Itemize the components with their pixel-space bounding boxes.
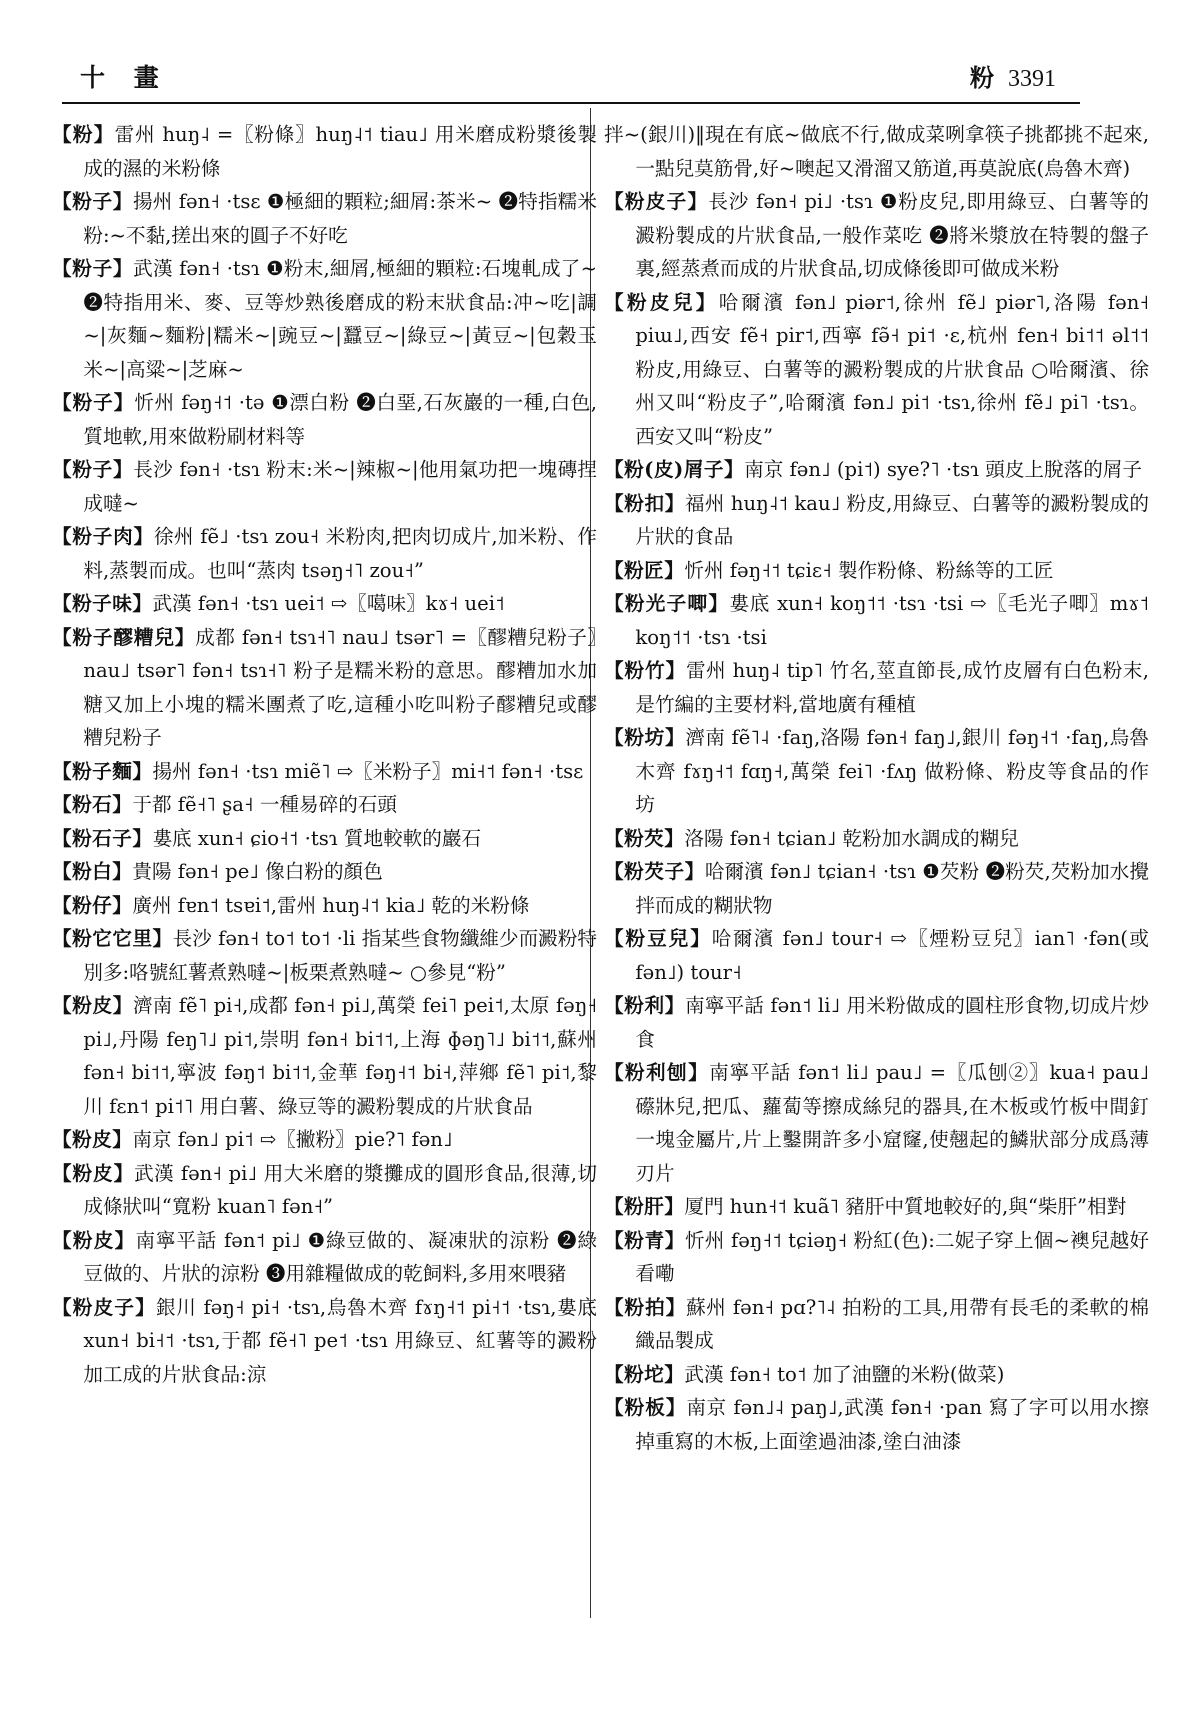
dictionary-entry xyxy=(604,286,1149,454)
entry-definition: 武漢 fən˧ to˦ 加了油鹽的米粉(做菜) xyxy=(684,1362,1005,1386)
entry-headword: 【粉板】 xyxy=(604,1396,687,1419)
entry-headword: 【粉子】 xyxy=(52,190,133,213)
entry-definition: 南京 fən˩ pi˦ ⇨〖撇粉〗pie?˥ fən˩ xyxy=(132,1128,453,1151)
entry-headword: 【粉石子】 xyxy=(52,826,153,850)
entry-headword: 【粉芡】 xyxy=(604,826,685,850)
entry-headword: 【粉子肉】 xyxy=(52,525,154,548)
entry-definition: 忻州 fəŋ˧˦ tɕiəŋ˧ 粉紅(色):二妮子穿上個~襖兒越好看嘞 xyxy=(635,1228,1149,1285)
right-column xyxy=(604,118,1149,1458)
entry-definition: 南寧平話 fən˦ pi˩ ❶綠豆做的、凝凍狀的涼粉 ❷綠豆做的、片狀的涼粉 ❸用雜糧做成的乾飼料,多用來喂豬 xyxy=(83,1228,598,1285)
dictionary-entry xyxy=(604,1291,1149,1358)
dictionary-entry xyxy=(604,185,1149,286)
entry-headword: 【粉子醪糟兒】 xyxy=(52,625,196,649)
entry-definition: 濟南 fẽ˥˨ ·faŋ,洛陽 fən˧ faŋ˩,銀川 fəŋ˧˦ ·faŋ,烏魯木齊 fɤŋ˧˦ fɑŋ˧,萬榮 fei˥ ·fʌŋ 做粉條、粉皮等食品的作坊 xyxy=(635,726,1150,816)
entry-definition: 婁底 xun˧ koŋ˦˦ ·tsɿ ·tsi ⇨〖毛光子唧〗mɤ˦ koŋ˦˦ ·tsɿ ·tsi xyxy=(635,592,1149,649)
dictionary-entry xyxy=(52,822,597,856)
entry-definition: 蘇州 fən˧ pɑ?˥˨ 拍粉的工具,用帶有長毛的柔軟的棉織品製成 xyxy=(635,1295,1149,1352)
entry-definition: 忻州 fəŋ˧˦ ·tə ❶漂白粉 ❷白堊,石灰巖的一種,白色,質地軟,用來做粉刷材料等 xyxy=(83,391,598,448)
entry-definition: 長沙 fən˧ ·tsɿ 粉末:米~|辣椒~|他用氣功把一塊磚捏成噠~ xyxy=(83,458,597,515)
dictionary-entry xyxy=(604,587,1149,654)
entry-headword: 【粉白】 xyxy=(52,860,133,883)
left-column xyxy=(52,118,597,1391)
section-label: 十 畫 xyxy=(80,63,169,92)
entry-headword: 【粉青】 xyxy=(604,1228,686,1252)
entry-headword: 【粉匠】 xyxy=(604,558,685,582)
entry-headword: 【粉子】 xyxy=(52,458,134,481)
entry-headword: 【粉皮兒】 xyxy=(604,290,719,314)
entry-definition: 長沙 fən˧ to˦ to˦ ·li 指某些食物纖維少而澱粉特別多:咯號紅薯煮熟噠~|板栗煮熟噠~ ○參見“粉” xyxy=(83,927,597,984)
dictionary-entry xyxy=(604,453,1149,487)
entry-definition: 銀川 fəŋ˧ pi˧ ·tsɿ,烏魯木齊 fɤŋ˧˦ pi˧˦ ·tsɿ,婁底 xun˧ bi˧˦ ·tsɿ,于都 fẽ˧˥ pe˦ ·tsɿ 用綠豆、紅薯等的澱粉加工成的片狀食品:涼 xyxy=(83,1295,597,1386)
entry-headword: 【粉豆兒】 xyxy=(604,927,712,950)
dictionary-entry xyxy=(604,487,1149,554)
dictionary-entry xyxy=(52,185,597,252)
entry-definition: 洛陽 fən˧ tɕian˩ 乾粉加水調成的糊兒 xyxy=(684,826,1019,850)
entry-definition: 揚州 fən˧ ·tsɛ ❶極細的顆粒;細屑:茶米~ ❷特指糯米粉:~不黏,搓出來的圓子不好吃 xyxy=(83,190,598,247)
entry-definition: 武漢 fən˧ ·tsɿ uei˦ ⇨〖噶味〗kɤ˧ uei˦ xyxy=(152,592,505,615)
dictionary-entry xyxy=(52,621,597,755)
dictionary-entry xyxy=(52,386,597,453)
dictionary-entry xyxy=(52,889,597,923)
dictionary-entry xyxy=(52,788,597,822)
entry-definition: 貴陽 fən˧ pe˩ 像白粉的顏色 xyxy=(132,860,383,883)
dictionary-entry xyxy=(604,855,1149,922)
entry-definition: 拌~(銀川)‖現在有底~做底不行,做成菜咧拿筷子挑都挑不起來,一點兒莫筋骨,好~噢起又滑溜又筋道,再莫說底(烏魯木齊) xyxy=(604,123,1149,180)
dictionary-entry xyxy=(52,755,597,789)
dictionary-entry xyxy=(52,453,597,520)
entry-definition: 濟南 fẽ˥ pi˧,成都 fən˧ pi˩,萬榮 fei˥ pei˦,太原 fəŋ˧ pi˩,丹陽 feŋ˥˩ pi˦,崇明 fən˧ bi˦˦,上海 ɸəŋ˥˩ bi˦˦,蘇州 fən˧ bi˦˦,寧波 fəŋ˦ bi˦˦,金華 fəŋ˧˦ bi˧,萍鄉 fẽ˥ pi˦,黎川 fɛn˦ pi˦˥ 用白薯、綠豆等的澱粉製成的片狀食品 xyxy=(83,994,598,1118)
entry-headword: 【粉子味】 xyxy=(52,592,153,615)
dictionary-entry xyxy=(604,721,1149,822)
entry-definition: 厦門 hun˧˦ kuã˥ 豬肝中質地較好的,與“柴肝”相對 xyxy=(684,1195,1127,1218)
entry-definition: 哈爾濱 fən˩ piər˦,徐州 fẽ˩ piər˥,洛陽 fən˧ piɯ˩,西安 fẽ˧ pir˦,西寧 fə̃˧ pi˦ ·ɛ,杭州 fen˧ bi˦˦ əl˦˦ 粉皮,用綠豆、白薯等的澱粉製成的片狀食品 ○哈爾濱、徐州又叫“粉皮子”,哈爾濱 fən˩ pi˦ ·tsɿ,徐州 fẽ˩ pi˥ ·tsɿ。西安又叫“粉皮” xyxy=(635,290,1149,448)
dictionary-entry xyxy=(604,1224,1149,1291)
entry-headword: 【粉芡子】 xyxy=(604,860,705,883)
dictionary-entry xyxy=(604,989,1149,1056)
dictionary-entry xyxy=(604,1190,1149,1224)
entry-definition: 雷州 huŋ˨ =〖粉條〗huŋ˨˦ tiau˩ 用米磨成粉漿後製成的濕的米粉條 xyxy=(83,123,598,180)
running-head xyxy=(970,58,1056,93)
entry-headword: 【粉石】 xyxy=(52,793,133,816)
entry-headword: 【粉子】 xyxy=(52,257,134,280)
entry-definition: 于都 fẽ˧˥ ʂa˧ 一種易碎的石頭 xyxy=(132,793,397,816)
dictionary-entry xyxy=(604,822,1149,856)
dictionary-entry xyxy=(604,1391,1149,1458)
entry-headword: 【粉它它里】 xyxy=(52,927,173,950)
dictionary-entry xyxy=(604,118,1149,185)
entry-headword: 【粉坊】 xyxy=(604,726,686,749)
dictionary-entry xyxy=(52,587,597,621)
entry-definition: 長沙 fən˧ pi˩ ·tsɿ ❶粉皮兒,即用綠豆、白薯等的澱粉製成的片狀食品,一般作菜吃 ❷將米漿放在特製的盤子裏,經蒸煮而成的片狀食品,切成條後即可做成米粉 xyxy=(635,190,1149,280)
dictionary-entry xyxy=(604,654,1149,721)
dictionary-entry xyxy=(52,922,597,989)
entry-definition: 南京 fən˩ (pi˦) sye?˥ ·tsɿ 頭皮上脫落的屑子 xyxy=(744,458,1142,481)
entry-headword: 【粉皮子】 xyxy=(52,1295,156,1319)
page-header xyxy=(62,52,1080,104)
entry-definition: 徐州 fẽ˩ ·tsɿ zou˧ 米粉肉,把肉切成片,加米粉、作料,蒸製而成。也叫“蒸肉 tsəŋ˧˥ zou˧” xyxy=(83,525,598,582)
entry-headword: 【粉皮】 xyxy=(52,994,133,1017)
entry-headword: 【粉子麵】 xyxy=(52,759,153,783)
entry-headword: 【粉坨】 xyxy=(604,1362,685,1386)
entry-headword: 【粉仔】 xyxy=(52,893,133,917)
dictionary-entry xyxy=(52,1224,597,1291)
entry-definition: 哈爾濱 fən˩ tɕian˧ ·tsɿ ❶芡粉 ❷粉芡,芡粉加水攪拌而成的糊狀物 xyxy=(635,860,1149,917)
entry-definition: 廣州 fɐn˦ tsɐi˦,雷州 huŋ˨˦ kia˩ 乾的米粉條 xyxy=(132,893,530,917)
dictionary-entry xyxy=(52,520,597,587)
entry-headword: 【粉皮】 xyxy=(52,1128,133,1151)
entry-headword: 【粉拍】 xyxy=(604,1295,687,1319)
entry-definition: 南寧平話 fən˦ li˩ 用米粉做成的圓柱形食物,切成片炒食 xyxy=(635,994,1149,1051)
entry-headword: 【粉(皮)屑子】 xyxy=(604,458,745,481)
entry-definition: 南寧平話 fən˦ li˩ pau˩ =〖瓜刨②〗kua˧ pau˩ 礤牀兒,把瓜、蘿蔔等擦成絲兒的器具,在木板或竹板中間釘一塊金屬片,片上鑿開許多小窟窿,使翹起的鱗狀部分成爲薄刃片 xyxy=(635,1061,1150,1185)
dictionary-entry xyxy=(604,554,1149,588)
entry-headword: 【粉利】 xyxy=(604,994,686,1017)
dictionary-entry xyxy=(52,989,597,1123)
entry-headword: 【粉皮】 xyxy=(52,1161,135,1185)
entry-definition: 武漢 fən˧ pi˩ 用大米磨的漿攤成的圓形食品,很薄,切成條狀叫“寬粉 kuan˥ fən˧” xyxy=(83,1161,598,1218)
entry-definition: 哈爾濱 fən˩ tour˧ ⇨〖煙粉豆兒〗ian˥ ·fən(或fən˩) tour˧ xyxy=(635,927,1149,984)
dictionary-entry xyxy=(52,1123,597,1157)
page-number: 3391 xyxy=(1008,66,1056,92)
head-character: 粉 xyxy=(970,63,994,92)
entry-definition: 忻州 fəŋ˧˦ tɕiɛ˧ 製作粉條、粉絲等的工匠 xyxy=(684,558,1054,582)
entry-headword: 【粉利刨】 xyxy=(604,1061,710,1084)
entry-definition: 揚州 fən˧ ·tsɿ miẽ˥ ⇨〖米粉子〗mi˧˦ fən˧ ·tsɛ xyxy=(152,759,584,783)
entry-headword: 【粉子】 xyxy=(52,391,135,414)
dictionary-entry xyxy=(604,1358,1149,1392)
entry-definition: 南京 fən˩˨ paŋ˩,武漢 fən˧ ·pan 寫了字可以用水擦掉重寫的木板,上面塗過油漆,塗白油漆 xyxy=(635,1396,1150,1453)
entry-headword: 【粉皮子】 xyxy=(604,190,709,213)
dictionary-entry xyxy=(52,1157,597,1224)
entry-definition: 雷州 huŋ˨ tip˥ 竹名,莖直節長,成竹皮層有白色粉末,是竹編的主要材料,當地廣有種植 xyxy=(635,659,1149,716)
dictionary-entry xyxy=(604,1056,1149,1190)
entry-headword: 【粉竹】 xyxy=(604,659,686,682)
dictionary-entry xyxy=(52,1291,597,1392)
dictionary-entry xyxy=(604,922,1149,989)
entry-headword: 【粉扣】 xyxy=(604,491,685,515)
entry-definition: 武漢 fən˧ ·tsɿ ❶粉末,細屑,極細的顆粒:石塊軋成了~ ❷特指用米、麥、豆等炒熟後磨成的粉末狀食品:冲~吃|調~|灰麵~麵粉|糯米~|豌豆~|蠶豆~|綠豆~|黃豆~|包穀玉米~|高粱~|芝麻~ xyxy=(83,257,597,381)
entry-headword: 【粉光子唧】 xyxy=(604,592,730,615)
entry-headword: 【粉】 xyxy=(52,123,115,146)
dictionary-entry xyxy=(52,855,597,889)
entry-definition: 婁底 xun˧ ɕio˧˦ ·tsɿ 質地較軟的巖石 xyxy=(152,826,482,850)
entry-headword: 【粉肝】 xyxy=(604,1195,685,1218)
dictionary-entry xyxy=(52,118,597,185)
entry-definition: 福州 huŋ˨˦ kau˩ 粉皮,用綠豆、白薯等的澱粉製成的片狀的食品 xyxy=(635,491,1150,548)
entry-definition: 成都 fən˧ tsɿ˧˥ nau˩ tsər˥ =〖醪糟兒粉子〗nau˩ tsər˥ fən˧ tsɿ˧˥ 粉子是糯米粉的意思。醪糟加水加糖又加上小塊的糯米團煮了吃,這種小吃叫粉子醪糟兒或醪糟兒粉子 xyxy=(83,625,598,749)
entry-headword: 【粉皮】 xyxy=(52,1228,136,1252)
dictionary-entry xyxy=(52,252,597,386)
